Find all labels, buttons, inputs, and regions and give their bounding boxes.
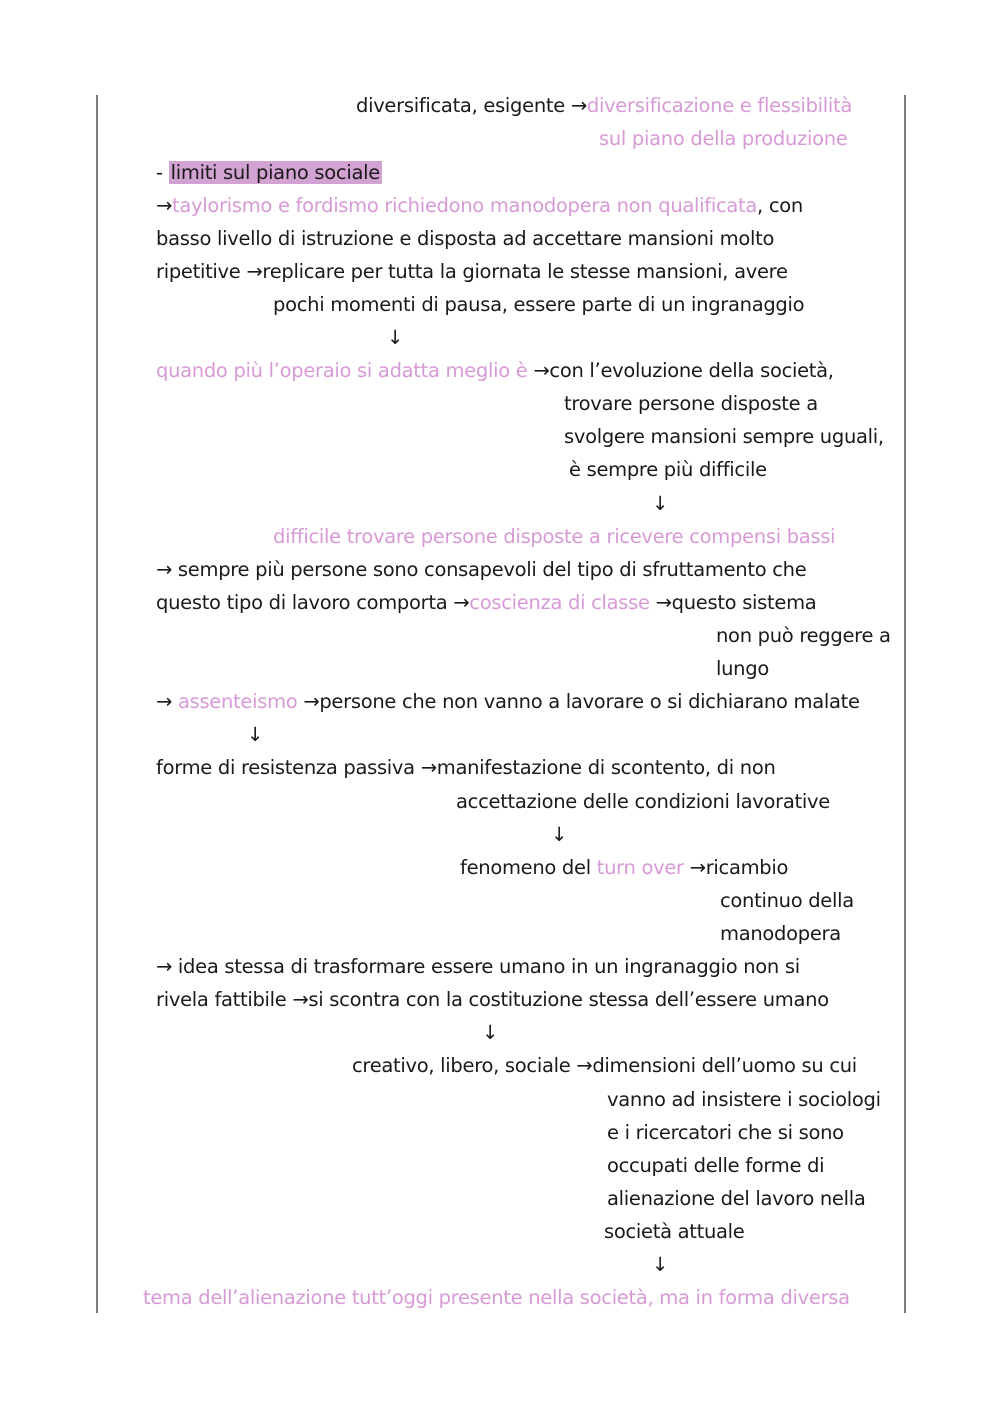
line-20-tail: →ricambio (683, 856, 789, 879)
line-30: società attuale (604, 1220, 745, 1243)
line-16: lungo (716, 657, 769, 680)
line-17-accent: assenteismo (177, 690, 298, 713)
line-20-text: fenomeno del (460, 856, 597, 879)
down-arrow-3: ↓ (247, 723, 264, 746)
line-11: è sempre più difficile (569, 458, 767, 481)
conclusion-line: tema dell’alienazione tutt’oggi presente nella società, ma in forma diversa (143, 1286, 850, 1309)
line-1-accent: diversificazione e flessibilità (586, 94, 853, 117)
down-arrow-4: ↓ (551, 823, 568, 846)
line-7: pochi momenti di pausa, essere parte di un ingranaggio (273, 293, 805, 316)
line-14-tail: →questo sistema (649, 591, 817, 614)
line-24: rivela fattibile →si scontra con la costituzione stessa dell’essere umano (156, 988, 829, 1011)
line-27: e i ricercatori che si sono (607, 1121, 844, 1144)
line-14-accent: coscienza di classe (469, 591, 650, 614)
line-23: → idea stessa di trasformare essere umano in un ingranaggio non si (156, 955, 800, 978)
line-21: continuo della (720, 889, 854, 912)
left-margin-line (96, 95, 98, 1313)
line-6: ripetitive →replicare per tutta la giornata le stesse mansioni, avere (156, 260, 788, 283)
line-17 (156, 690, 860, 714)
line-15: non può reggere a (716, 624, 891, 647)
line-5: basso livello di istruzione e disposta ad accettare mansioni molto (156, 227, 775, 250)
down-arrow-5: ↓ (482, 1021, 499, 1044)
line-8-accent: quando più l’operaio si adatta meglio è (156, 359, 534, 382)
line-1 (356, 94, 852, 118)
down-arrow-1: ↓ (387, 326, 404, 349)
section-heading (156, 161, 382, 185)
line-4-text: , con (757, 194, 803, 217)
line-4-accent: taylorismo e fordismo richiedono manodopera non qualificata (172, 194, 758, 217)
line-13: → sempre più persone sono consapevoli del tipo di sfruttamento che (156, 558, 807, 581)
line-17-text: →persone che non vanno a lavorare o si dichiarano malate (297, 690, 860, 713)
line-22: manodopera (720, 922, 841, 945)
line-20 (460, 856, 788, 880)
line-1-text: diversificata, esigente → (356, 94, 587, 117)
line-8 (156, 359, 834, 383)
line-18: forme di resistenza passiva →manifestazione di scontento, di non (156, 756, 776, 779)
line-20-accent: turn over (596, 856, 684, 879)
line-12: difficile trovare persone disposte a ricevere compensi bassi (273, 525, 836, 548)
line-26: vanno ad insistere i sociologi (607, 1088, 881, 1111)
line-29: alienazione del lavoro nella (607, 1187, 866, 1210)
line-28: occupati delle forme di (607, 1154, 825, 1177)
line-4 (156, 194, 803, 218)
heading-highlight: limiti sul piano sociale (170, 161, 380, 184)
line-2: sul piano della produzione (599, 127, 848, 150)
line-9: trovare persone disposte a (564, 392, 818, 415)
heading-dash: - (156, 161, 169, 184)
line-17-arrow: → (156, 690, 178, 713)
line-19: accettazione delle condizioni lavorative (456, 790, 830, 813)
line-8-text: →con l’evoluzione della società, (533, 359, 834, 382)
down-arrow-6: ↓ (652, 1253, 669, 1276)
line-10: svolgere mansioni sempre uguali, (564, 425, 884, 448)
line-14-text: questo tipo di lavoro comporta → (156, 591, 470, 614)
down-arrow-2: ↓ (652, 492, 669, 515)
line-4-arrow: → (156, 194, 173, 217)
line-14 (156, 591, 816, 615)
line-25: creativo, libero, sociale →dimensioni dell’uomo su cui (352, 1054, 857, 1077)
right-margin-line (904, 95, 906, 1313)
